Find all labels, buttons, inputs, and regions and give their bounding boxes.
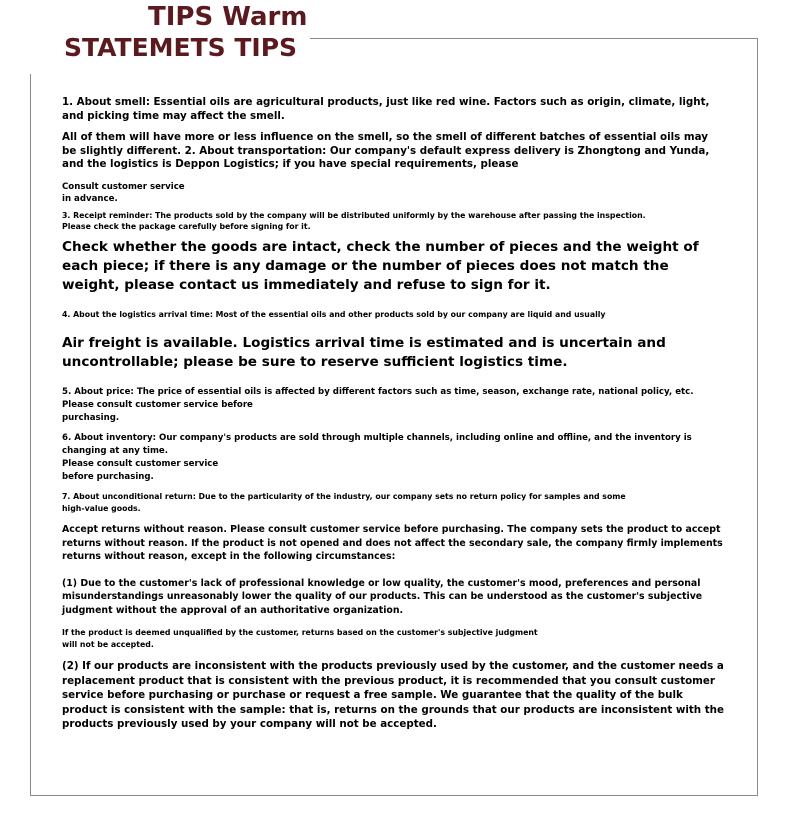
circumstance-2: (2) If our products are inconsistent with the products previously used by the customer, and the customer needs a replacement product that is consistent with the previous product, it is recommended that you consult customer service before purchasing or purchase or request a free sample. We guarantee that the quality of the bulk product is consistent with the sample: that is, returns on the grounds that our products are inconsistent with the products previously used by your company will not be accepted.	[62, 660, 724, 730]
tip-unconditional-return: 7. About unconditional return: Due to the particularity of the industry, our company sets no return policy for samples and some	[62, 492, 626, 501]
inventory-purchasing: before purchasing.	[62, 472, 154, 482]
title-line-2: STATEMETS TIPS	[64, 33, 298, 62]
inventory-consult: Please consult customer service	[62, 459, 219, 469]
unqualified-by-customer: If the product is deemed unqualified by the customer, returns based on the customer's subjective judgment	[62, 628, 538, 637]
tip-inventory: 6. About inventory: Our company's products are sold through multiple channels, including online and offline, and the inventory is changing at any time.	[62, 433, 692, 456]
consult-service: Consult customer service	[62, 181, 185, 192]
title-line-1: TIPS Warm	[148, 2, 308, 32]
check-goods: Check whether the goods are intact, check the number of pieces and the weight of each piece; if there is any damage or the number of pieces does not match the weight, please contact us immediately and refuse to sign for it.	[62, 238, 699, 293]
tip-receipt: 3. Receipt reminder: The products sold by the company will be distributed uniformly by the warehouse after passing the inspection.	[62, 210, 646, 220]
consult-advance: in advance.	[62, 193, 118, 204]
tip-price: 5. About price: The price of essential oils is affected by different factors such as time, season, exchange rate, national policy, etc.	[62, 387, 694, 397]
return-high-value: high-value goods.	[62, 503, 141, 513]
accept-returns: Accept returns without reason. Please consult customer service before purchasing. The company sets the product to accept returns without reason. If the product is not opened and does not affect the secondary sale, the company firmly implements returns without reason, except in the following circumstances:	[62, 524, 723, 562]
tip-smell-transport: All of them will have more or less influence on the smell, so the smell of different batches of essential oils may be slightly different. 2. About transportation: Our company's default express delivery is Zhongtong and Yunda, and the logistics is Deppon Logistics; if you have special requirements, please	[62, 131, 710, 170]
tips-content	[62, 96, 732, 732]
price-consult: Please consult customer service before	[62, 400, 253, 410]
tip-logistics-time: 4. About the logistics arrival time: Most of the essential oils and other products sold by our company are liquid and usually	[62, 309, 606, 319]
tip-receipt-check: Please check the package carefully before signing for it.	[62, 222, 311, 231]
price-purchasing: purchasing.	[62, 413, 120, 423]
circumstance-1: (1) Due to the customer's lack of professional knowledge or low quality, the customer's mood, preferences and personal misunderstandings unreasonably lower the quality of our products. This can be understood as the customer's subjective judgment without the approval of an authoritative organization.	[62, 577, 703, 616]
air-freight: Air freight is available. Logistics arrival time is estimated and is uncertain and uncontrollable; please be sure to reserve sufficient logistics time.	[62, 335, 666, 370]
not-accepted: will not be accepted.	[62, 639, 154, 649]
tip-smell: 1. About smell: Essential oils are agricultural products, just like red wine. Factors such as origin, climate, light, and picking time may affect the smell.	[62, 96, 710, 122]
